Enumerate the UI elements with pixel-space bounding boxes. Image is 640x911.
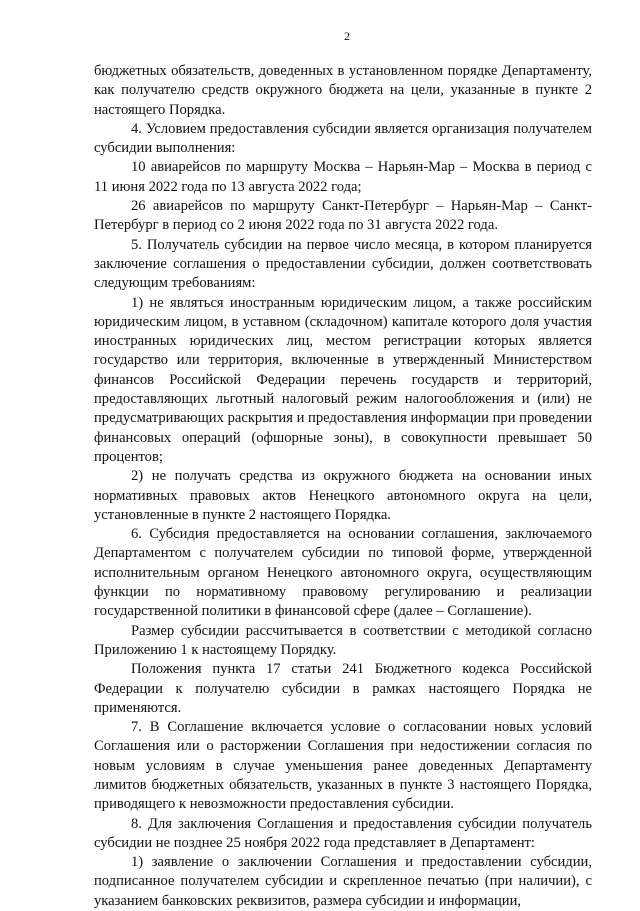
paragraph-budget-code: Положения пункта 17 статьи 241 Бюджетного кодекса Российской Федерации к получателю субсидии в рамках настоящего Порядка не применяются. — [94, 661, 592, 716]
paragraph-flights-spb: 26 авиарейсов по маршруту Санкт-Петербург – Нарьян-Мар – Санкт-Петербург в период со 2 июня 2022 года по 31 августа 2022 года. — [94, 198, 592, 234]
paragraph-item-6: 6. Субсидия предоставляется на основании соглашения, заключаемого Департаментом с получателем субсидии по типовой форме, утвержденной исполнительным органом Ненецкого автономного округа, осуществляющим функции по нормативному правовому регулированию и реализации государственной политики в финансовой сфере (далее – Соглашение). — [94, 526, 592, 620]
paragraph-item-8: 8. Для заключения Соглашения и предоставления субсидии получатель субсидии не позднее 25 ноября 2022 года представляет в Департамент: — [94, 815, 592, 851]
paragraph-requirement-1: 1) не являться иностранным юридическим лицом, а также российским юридическим лицом, в уставном (складочном) капитале которого доля участия иностранных юридических лиц, местом регистрации которых является государство или территория, включенные в утвержденный Министерством финансов Российской Федерации перечень государств и территорий, предоставляющих льготный налоговый режим налогообложения и (или) не предусматривающих раскрытия и предоставления информации при проведении финансовых операций (офшорные зоны), в совокупности превышает 50 процентов; — [94, 294, 592, 465]
document-page — [94, 28, 592, 911]
document-body — [94, 62, 592, 911]
paragraph-application: 1) заявление о заключении Соглашения и предоставлении субсидии, подписанное получателем субсидии и скрепленное печатью (при наличии), с указанием банковских реквизитов, размера субсидии и информации, — [94, 854, 592, 909]
paragraph-item-5: 5. Получатель субсидии на первое число месяца, в котором планируется заключение соглашения о предоставлении субсидии, должен соответствовать следующим требованиям: — [94, 236, 592, 292]
paragraph-continuation: бюджетных обязательств, доведенных в установленном порядке Департаменту, как получателю средств окружного бюджета на цели, указанные в пункте 2 настоящего Порядка. — [94, 63, 592, 118]
paragraph-subsidy-size: Размер субсидии рассчитывается в соответствии с методикой согласно Приложению 1 к настоящему Порядку. — [94, 622, 592, 658]
paragraph-item-7: 7. В Соглашение включается условие о согласовании новых условий Соглашения или о расторжении Соглашения при недостижении согласия по новым условиям в случае уменьшения ранее доведенных Департаменту лимитов бюджетных обязательств, указанных в пункте 3 настоящего Порядка, приводящего к невозможности предоставления субсидии. — [94, 719, 592, 813]
page-number: 2 — [344, 29, 350, 43]
paragraph-requirement-2: 2) не получать средства из окружного бюджета на основании иных нормативных правовых актов Ненецкого автономного округа на цели, установленные в пункте 2 настоящего Порядка. — [94, 468, 592, 523]
paragraph-flights-moscow: 10 авиарейсов по маршруту Москва – Нарьян-Мар – Москва в период с 11 июня 2022 года по 13 августа 2022 года; — [94, 159, 592, 195]
paragraph-item-4: 4. Условием предоставления субсидии является организация получателем субсидии выполнения: — [94, 120, 592, 157]
